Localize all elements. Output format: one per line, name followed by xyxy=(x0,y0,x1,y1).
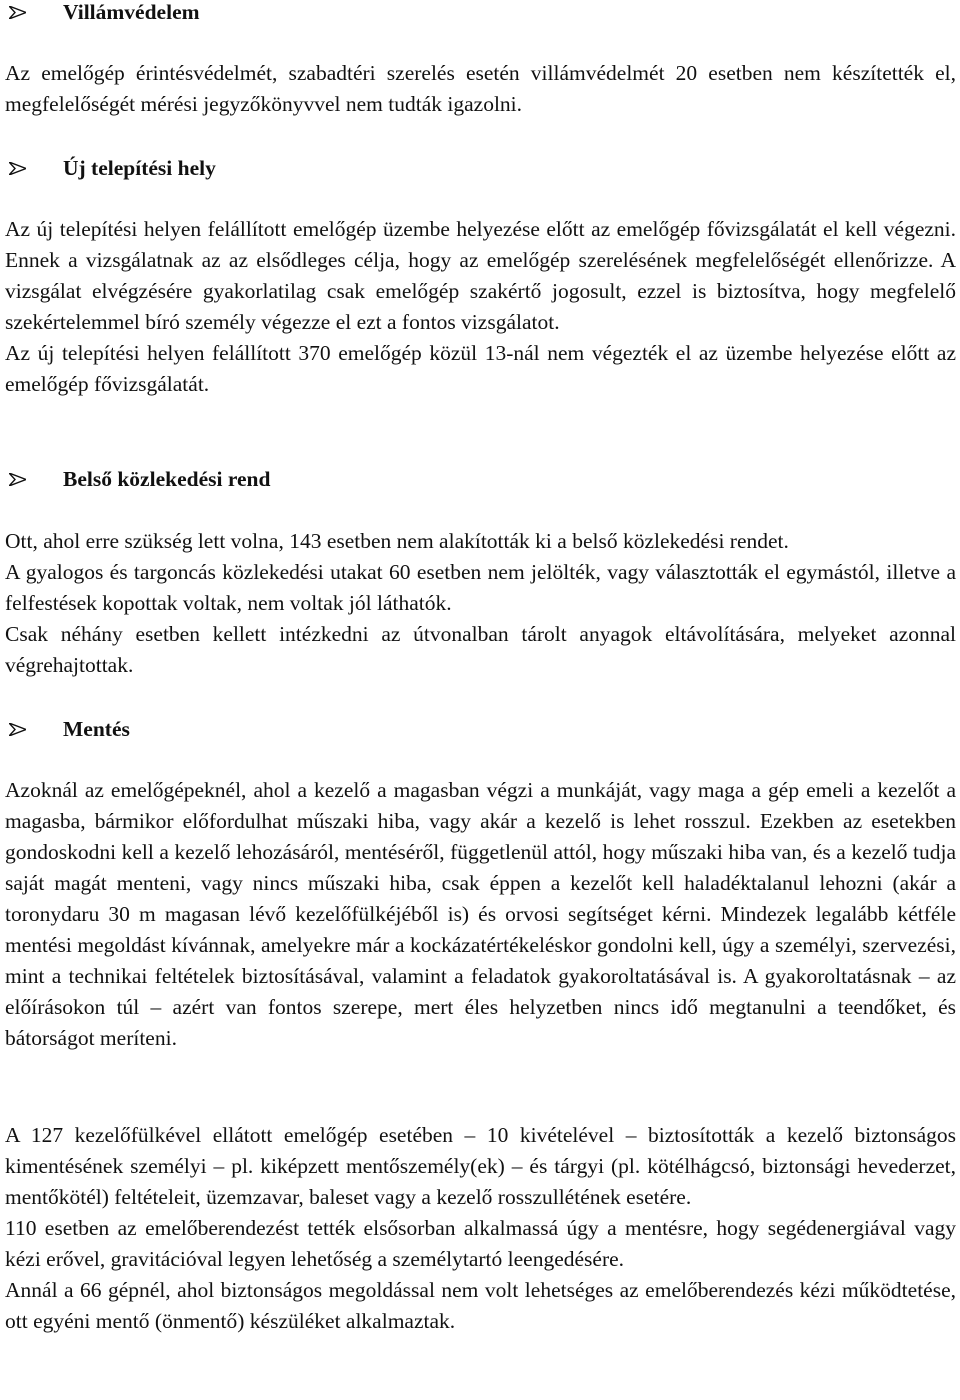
arrowhead-bullet-icon xyxy=(9,6,26,19)
section-heading-uj-telepitesi-hely xyxy=(5,155,216,181)
section-body xyxy=(5,526,956,681)
heading-text: Új telepítési hely xyxy=(63,156,216,180)
paragraph: Az új telepítési helyen felállított 370 emelőgép közül 13-nál nem végezték el az üzembe helyezése előtt az emelőgép fővizsgálatát. xyxy=(5,341,956,396)
section-heading-villamvedelem xyxy=(5,0,200,25)
paragraph: Csak néhány esetben kellett intézkedni az útvonalban tárolt anyagok eltávolítására, melyeket azonnal végrehajtottak. xyxy=(5,622,956,677)
paragraph: Az emelőgép érintésvédelmét, szabadtéri szerelés esetén villámvédelmét 20 esetben nem készítették el, megfelelőségét mérési jegyzőkönyvvel nem tudták igazolni. xyxy=(5,61,956,116)
section-body xyxy=(5,775,956,1054)
section-body xyxy=(5,214,956,400)
paragraph: Ott, ahol erre szükség lett volna, 143 esetben nem alakították ki a belső közlekedési rendet. xyxy=(5,529,789,553)
paragraph: Annál a 66 gépnél, ahol biztonságos megoldással nem volt lehetséges az emelőberendezés kézi működtetése, ott egyéni mentő (önmentő) készüléket alkalmaztak. xyxy=(5,1278,956,1333)
section-heading-mentes xyxy=(5,716,130,742)
section-heading-belso-kozlekedesi-rend xyxy=(5,466,270,492)
arrowhead-bullet-icon xyxy=(9,723,26,736)
arrowhead-bullet-icon xyxy=(9,162,26,175)
paragraph: Azoknál az emelőgépeknél, ahol a kezelő a magasban végzi a munkáját, vagy maga a gép emeli a kezelőt a magasba, bármikor előfordulhat műszaki hiba, vagy akár a kezelő is lehet rosszul. Ezekben az esetekben gondoskodni kell a kezelő lehozásáról, mentéséről, függetlenül attól, hogy műszaki hiba van, és a kezelő tudja saját magát menteni, vagy nincs műszaki hiba, csak éppen a kezelőt kell haladéktalanul lehozni (akár a toronydaru 30 m magasan lévő kezelőfülkéjéből is) és orvosi segítséget kérni. Mindezek legalább kétféle mentési megoldást kívánnak, amelyekre már a kockázatértékeléskor gondolni kell, úgy a személyi, szervezési, mint a technikai feltételek biztosításával, valamint a feladatok gyakoroltatásával is. A gyakoroltatásnak – az előírásokon túl – azért van fontos szerepe, mert éles helyzetben nincs idő megtanulni a teendőket, és bátorságot meríteni. xyxy=(5,778,956,1050)
paragraph: A 127 kezelőfülkével ellátott emelőgép esetében – 10 kivételével – biztosították a kezelő biztonságos kimentésének személyi – pl. kiképzett mentőszemély(ek) – és tárgyi (pl. kötélhágcsó, biztonsági hevederzet, mentőkötél) feltételeit, üzemzavar, baleset vagy a kezelő rosszullétének esetére. xyxy=(5,1123,956,1209)
arrowhead-bullet-icon xyxy=(9,473,26,486)
heading-text: Villámvédelem xyxy=(63,0,200,24)
section-body-continued xyxy=(5,1120,956,1337)
paragraph: A gyalogos és targoncás közlekedési utakat 60 esetben nem jelölték, vagy választották el egymástól, illetve a felfestések kopottak voltak, nem voltak jól láthatók. xyxy=(5,560,956,615)
paragraph: Az új telepítési helyen felállított emelőgép üzembe helyezése előtt az emelőgép fővizsgálatát el kell végezni. Ennek a vizsgálatnak az az elsődleges célja, hogy az emelőgép szerelésének megfelelőségét ellenőrizze. A vizsgálat elvégzésére gyakorlatilag csak emelőgép szakértő jogosult, ezzel is biztosítva, hogy megfelelő szekértelemmel bíró személy végezze el ezt a fontos vizsgálatot. xyxy=(5,217,956,334)
heading-text: Mentés xyxy=(63,717,130,741)
paragraph: 110 esetben az emelőberendezést tették elsősorban alkalmassá úgy a mentésre, hogy segédenergiával vagy kézi erővel, gravitációval legyen lehetőség a személytartó leengedésére. xyxy=(5,1216,956,1271)
heading-text: Belső közlekedési rend xyxy=(63,467,271,491)
